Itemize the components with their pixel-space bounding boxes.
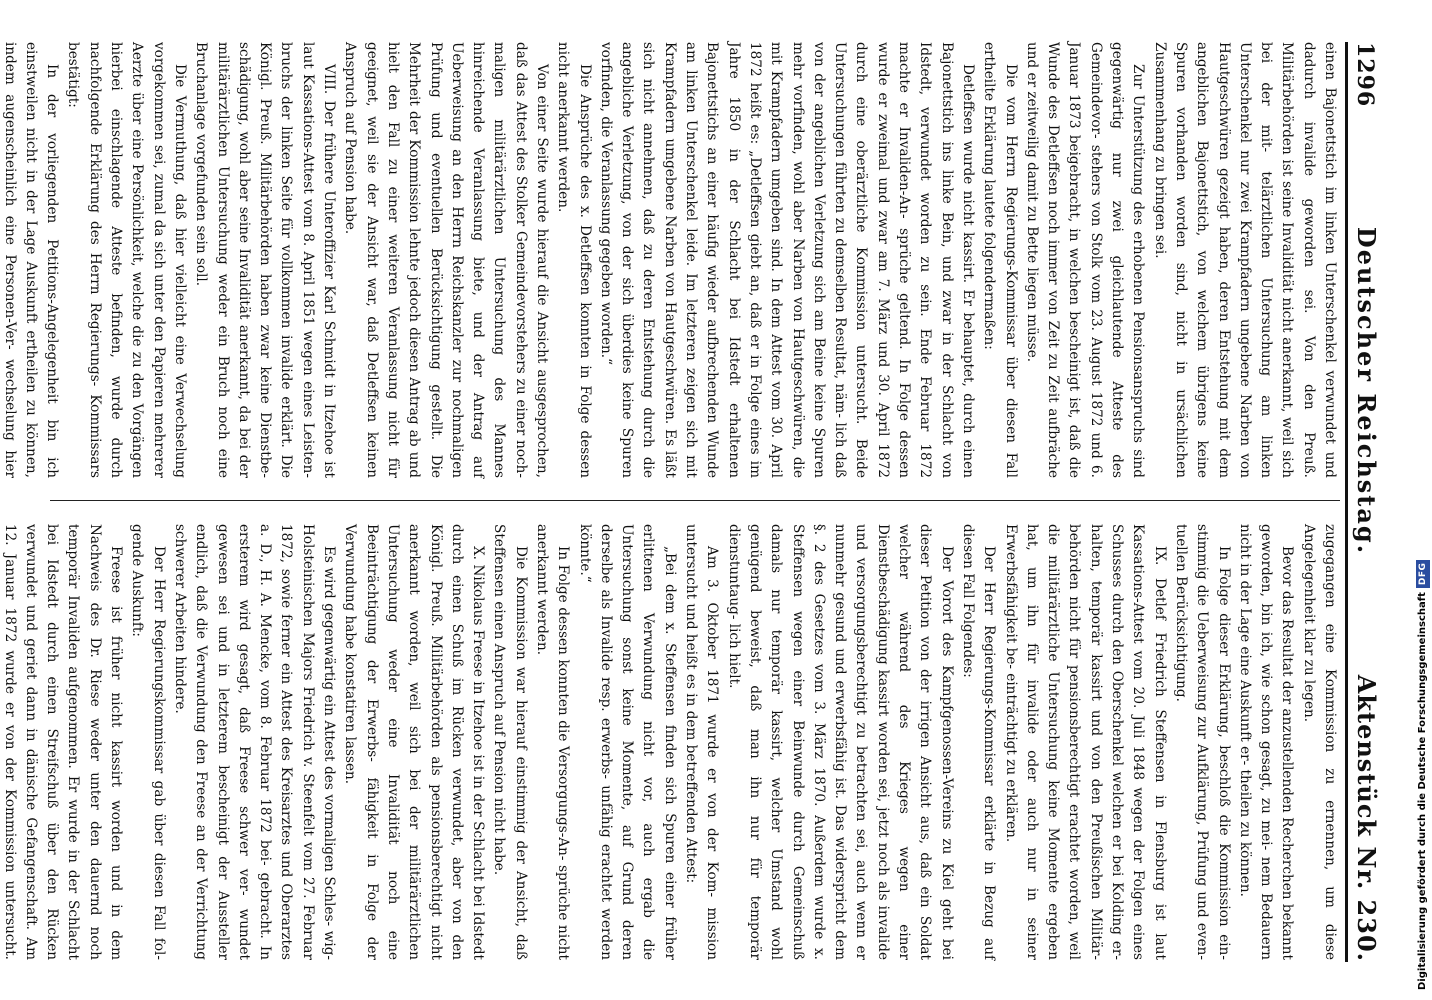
credit-text: Digitalisierung gefördert durch die Deutsche Forschungsgemeinschaft	[1417, 592, 1428, 990]
paragraph: IX. Detlef Friedrich Steffensen in Flensburg ist laut Kassations-Attest vom 20. Juli 1848 wegen der Folgen eines Schusses durch den Oberschenkel welchen er bei Kolding er- halten, temporär kassirt und von den Preußischen Militär- behörden nicht für pensionsberechtigt erachtet worden, weil die militärärztliche Untersuchung keine Momente ergeben hat, um ihn für invalide oder auch nur in seiner Erwerbsfähigkeit be- einträchtigt zu erklären.	[1002, 524, 1168, 960]
paragraph: einen Bajonettstich im linken Unterschenkel verwundet und dadurch invalide geworden sei. Von den Preuß. Militärbehörden ist seine Invalidität nicht anerkannt, weil sich bei der mit- telärztlichen Untersuchung am linken Unterschenkel nur zwei Krampfadern ungebene Narben von Hautgeschwüren gezeigt haben, deren Entstehung mit dem angeblichen Bajonettstich, von welchem übrigens keine Spuren vorhanden worden sind, nicht in ursächlichen Zusammenhang zu bringen sei.	[1151, 42, 1338, 478]
paragraph: Der Herr Regierungs-Kommissar erklärte in Bezug auf diesen Fall Folgendes:	[959, 524, 998, 960]
paragraph: Die Ansprüche des x. Detleffsen konnten in Folge dessen nicht anerkannt werden.	[555, 42, 593, 478]
digitization-credit	[1416, 10, 1432, 990]
paragraph: Die Vermuthung, daß hier vielleicht eine Verwechselung vorgekommen sei, zumal da sich unter den Papieren mehrerer Aerzte über eine Persönlichkeit, welche die zu den Vorgängen hierbei einschlagende Atteste befinden, wurde durch nachfolgende Erklärung des Herrn Regierungs- Kommissars bestätigt:	[65, 42, 188, 478]
paragraph: Detleffsen wurde nicht kassirt. Er behauptet, durch einen Bajonettstich ins linke Bein, und zwar in der Schlacht von Idstedt, verwundet worden zu sein. Ende Februar 1872 machte er Invaliden-An- sprüche geltend. In Folge dessen wurde er zweimal und zwar am 7. März und 30. April 1872 durch eine oberärztliche Kommission untersucht. Beide Untersuchungen führten zu demselben Resultat, näm- lich daß von der angeblichen Verletzung sich am Beine keine Spuren mehr vorfinden, wohl aber Narben von Hautgeschwüren, die mit Krampfadern umgeben sind. In dem Attest vom 30. April 1872 heißt es: „Detleffsen giebt an, daß er in Folge eines im Jahre 1850 in der Schlacht bei Idstedt erhaltenen Bajonettstichs an einer häufig wieder aufbrechenden Wunde am linken Unterschenkel leide. Im letzteren zeigen sich mit Krampfadern umgebene Narben von Hautgeschwüren. Es läßt sich nicht annehmen, daß zu deren Entstehung durch die angebliche Verletzung, von der sich überdies keine Spuren vorfinden, die Veranlassung gegeben worden.“	[597, 42, 976, 478]
page-header	[1345, 42, 1396, 962]
paragraph: Freese ist früher nicht kassirt worden und in dem Nachweis des Dr. Riese weder unter den dauernd noch temporär Invaliden aufgenommen. Er wurde in der Schlacht bei Idstedt durch einen Streifschuß über den Rücken verwundet und geriet dann in dänische Gefangenschaft. Am 12. Januar 1872 wurde er von der Kommission untersucht.	[1, 524, 125, 960]
paragraph: Am 3. Oktober 1871 wurde er von der Kom- mission untersucht und heißt es in dem betreffenden Attest:	[683, 524, 721, 960]
page-number: 1296	[1352, 42, 1378, 108]
paragraph: Von einer Seite wurde hierauf die Ansicht ausgesprochen, daß das Attest des Stolker Gemeindevorstehers zu einer noch- maligen militärärztlichen Untersuchung des Mannes hinreichende Veranlassung biete, und der Antrag auf Ueberweisung an den Herrn Reichskanzler zur nochmaligen Prüfung und eventuellen Berücksichtigung gestellt. Die Mehrheit der Kommission lehnte jedoch diesen Antrag ab und hielt den Fall zu einer weiteren Veranlassung nicht für geeignet, weil sie der Ansicht war, daß Detleffsen keinen Anspruch auf Pension habe.	[342, 42, 551, 478]
document-number: Aktenstück Nr. 230.	[1352, 674, 1381, 962]
left-text-column	[1, 42, 1340, 478]
paragraph: Es wird gegenwärtig ein Attest des vormaligen Schles- wig-Holsteinischen Majors Friedrich v. Steenfelt vom 27. Februar 1872, sowie ferner ein Attest des Kreisarztes und Oberarztes a. D., H. A. Mencke, vom 8. Februar 1872 bei- gebracht. In ersterem wird gesagt, daß Freese schwer ver- wundet gewesen sei und in letzterem bescheinigt der Aussteller endlich, daß die Verwundung den Freese an der Verrichtung schwerer Arbeiten hindere.	[171, 524, 338, 960]
paragraph: Bevor das Resultat der anzustellenden Recherchen bekannt geworden, bin ich, wie schon gesagt, zu mei- nem Bedauern nicht in der Lage eine Auskunft er- theilen zu können.	[1236, 524, 1296, 960]
paragraph: zugegangen eine Kommission zu ernennen, um diese Angelegenheit klar zu legen.	[1300, 524, 1338, 960]
column-divider	[50, 500, 1340, 501]
paragraph: In Folge dieser Erklärung, beschloß die Kommission ein- stimmig die Ueberweisung zur Aufklärung, Prüfung und even- tuellen Berücksichtigung.	[1172, 524, 1232, 960]
paragraph: Der Vorort des Kampfgenossen-Vereins zu Kiel geht bei dieser Petition von der irrigen Ansicht aus, daß ein Soldat welcher während des Krieges wegen einer Dienstbeschädigung kassirt worden sei, jetzt noch als invalide und versorgungsberechtigt zu betrachten sei, auch wenn er nunmehr gesund und erwerbsfähig ist. Das widerspricht dem §. 2 des Gesetzes vom 3. März 1870. Außerdem wurde x. Steffensen wegen einer Beinwunde durch Gemeinschuß damals nur temporär kassirt, welcher Umstand wohl genügend beweist, daß man ihn nur für temporär dienstuntaug- lich hielt.	[725, 524, 955, 960]
dfg-logo: DFG	[1416, 560, 1430, 589]
paragraph: „Bei dem x. Steffensen finden sich Spuren einer früher erlittenen Verwundung nicht vor, auch ergab die Untersuchung sonst keine Momente, auf Grund deren derselbe als Invalide resp. erwerbs- unfähig erachtet werden könnte.“	[576, 524, 678, 960]
paragraph: In der vorliegenden Petitions-Angelegenheit bin ich einstweilen nicht in der Lage Auskunft ertheilen zu können, indem augenscheinlich eine Personen-Ver- wechselung hier	[1, 42, 61, 478]
paragraph: In Folge dessen konnten die Versorgungs-An- sprüche nicht anerkannt werden.	[534, 524, 572, 960]
paragraph: Die Kommission war hierauf einstimmig der Ansicht, daß Steffensen einen Anspruch auf Pension nicht habe.	[491, 524, 529, 960]
paragraph: VIII. Der frühere Unteroffizier Karl Schmidt in Itzehoe ist laut Kassations-Attest vom 8. April 1851 wegen eines Leisten- bruchs der linken Seite für vollkommen invalide erklärt. Die Königl. Preuß. Militärbehörden haben zwar keine Dienstbe- schädigung, wohl aber seine Invalidität anerkannt, da bei der militärärztlichen Untersuchung weder ein Bruch noch eine Bruchanlage vorgefunden sein soll.	[193, 42, 338, 478]
publication-title: Deutscher Reichstag.	[1352, 226, 1381, 556]
paragraph: X. Nikolaus Freese in Itzehoe ist in der Schlacht bei Idstedt durch einen Schuß im Rücken verwundet, aber von den Königl. Preuß. Militärbehörden als pensionsberechtigt nicht anerkannt worden, weil sich bei der militärärztlichen Untersuchung weder eine Invalidität noch eine Beeinträchtigung der Erwerbs- fähigkeit in Folge der Verwundung habe konstatiren lassen.	[342, 524, 487, 960]
paragraph: Der Herr Regierungskommissar gab über diesen Fall fol- gende Auskunft:	[129, 524, 167, 960]
paragraph: Zur Unterstützung des erhobenen Pensionsanspruchs sind gegenwärtig nur zwei gleichlautende Atteste des Gemeindevor- stehers von Stolk vom 23. August 1872 und 6. Januar 1873 beigebracht, in welchen bescheinigt ist, daß die Wunde des Detleffsen noch immer von Zeit zu Zeit aufbräche und er zeitweilig damit zu Bette liegen müsse.	[1023, 42, 1147, 478]
paragraph: Die vom Herrn Regierungs-Kommissar über diesen Fall ertheilte Erklärung lautete folgendermaßen:	[981, 42, 1019, 478]
right-text-column	[1, 524, 1340, 960]
